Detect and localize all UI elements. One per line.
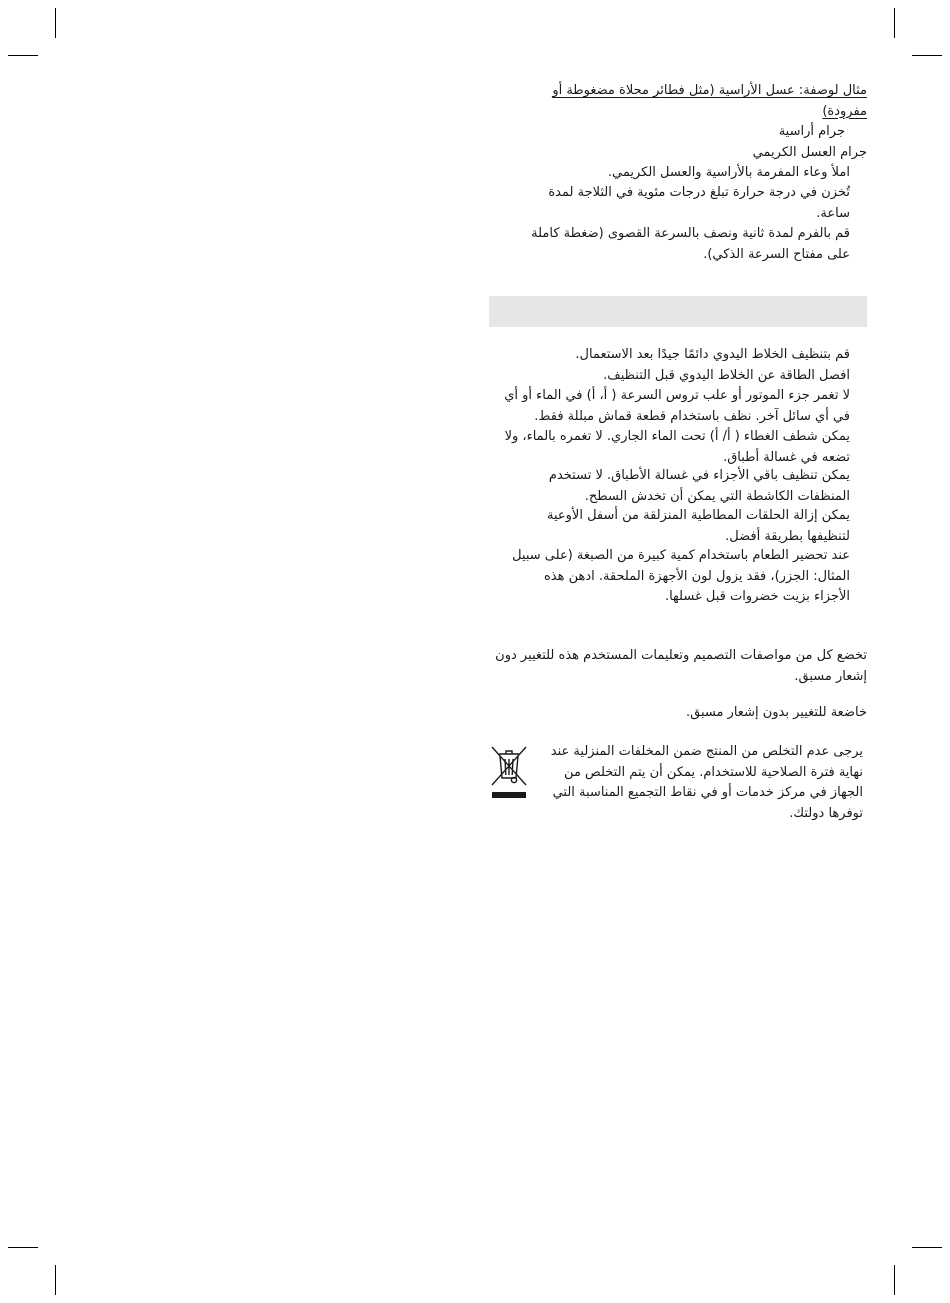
recipe-title: مثال لوصفة: عسل الأراسية (مثل فطائر محلاة مضغوطة أو مفرودة): [552, 83, 867, 119]
cleaning-paragraph: قم بتنظيف الخلاط اليدوي دائمًا جيدًا بعد الاستعمال.: [575, 347, 850, 362]
crop-mark: [912, 1247, 942, 1248]
crop-mark: [8, 1247, 38, 1248]
crop-mark: [55, 8, 56, 38]
crop-mark: [894, 8, 895, 38]
crop-mark: [912, 55, 942, 56]
recipe-line: املأ وعاء المفرمة بالأراسية والعسل الكريمي.: [607, 165, 850, 180]
cleaning-paragraph: يمكن إزالة الحلقات المطاطية المنزلقة من أسفل الأوعية لتنظيفها بطريقة أفضل.: [547, 508, 850, 544]
crop-mark: [894, 1265, 895, 1295]
crop-mark: [8, 55, 38, 56]
crossed-out-wheelie-bin-icon: [489, 744, 529, 802]
crop-mark: [55, 1265, 56, 1295]
cleaning-paragraph: لا تغمر جزء الموتور أو علب تروس السرعة ( أ، أ) في الماء أو أي في أي سائل آخر. نظف باستخدام قطعة قماش مبللة فقط.: [504, 388, 850, 424]
cleaning-paragraph: افصل الطاقة عن الخلاط اليدوي قبل التنظيف.: [603, 368, 850, 383]
recipe-line: قم بالفرم لمدة ثانية ونصف بالسرعة القصوى (ضغطة كاملة على مفتاح السرعة الذكي).: [531, 226, 850, 262]
notice-paragraph: تخضع كل من مواصفات التصميم وتعليمات المستخدم هذه للتغيير دون إشعار مسبق.: [495, 648, 867, 684]
cleaning-paragraph: عند تحضير الطعام باستخدام كمية كبيرة من الصبغة (على سبيل المثال: الجزر)، فقد يزول لون الأجهزة الملحقة. ادهن هذه الأجزاء بزيت خضروات قبل غسلها.: [512, 548, 850, 604]
cleaning-paragraph: يمكن شطف الغطاء ( أ/ أ) تحت الماء الجاري. لا تغمره بالماء، ولا تضعه في غسالة أطباق.: [504, 429, 850, 465]
cleaning-paragraph: يمكن تنظيف باقي الأجزاء في غسالة الأطباق. لا تستخدم المنظفات الكاشطة التي يمكن أن تخدش السطح.: [548, 468, 850, 504]
recipe-line: تُخزن في درجة حرارة تبلغ درجات مئوية في الثلاجة لمدة ساعة.: [548, 185, 850, 221]
disposal-paragraph: يرجى عدم التخلص من المنتج ضمن المخلفات المنزلية عند نهاية فترة الصلاحية للاستخدام. يمكن أن يتم التخلص من الجهاز في مركز خدمات أو في نقاط التجميع المناسبة التي توفرها دولتك.: [550, 744, 863, 821]
section-header-bar: [489, 296, 867, 327]
recipe-line: جرام العسل الكريمي: [752, 145, 867, 160]
recipe-line: جرام أراسية: [778, 124, 845, 139]
notice-paragraph: خاضعة للتغيير بدون إشعار مسبق.: [685, 705, 867, 720]
